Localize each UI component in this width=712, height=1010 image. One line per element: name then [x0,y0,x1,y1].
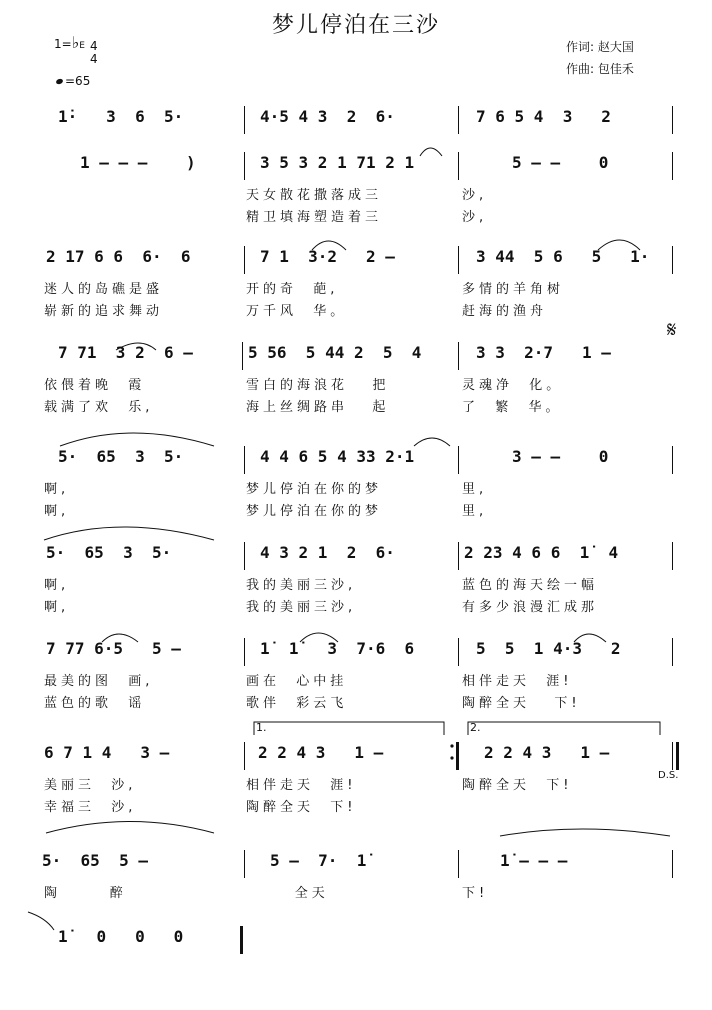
notation-measure-group: 4·5 4 3 2 6· [260,107,395,126]
lyric-line: 陶醉全天 下! [462,778,573,793]
tempo-value: =65 [65,74,91,88]
barline [458,246,459,274]
double-barline [676,742,679,770]
lyric-line: 开的奇 葩, [246,282,339,297]
barline [672,542,673,570]
score-system [0,340,712,426]
barline [672,446,673,474]
barline [458,638,459,666]
lyric-line: 多情的羊角树 [462,282,565,297]
lyric-line: 有多少浪漫汇成那 [462,600,599,615]
lyric-line: 我的美丽三沙, [246,600,357,615]
barline [672,850,673,878]
lyric-line: 依偎着晚 霞 [44,378,146,393]
segno-icon: 𝄋 [667,318,677,343]
lyric-line: 里, [462,482,488,497]
composer-credit: 作曲: 包佳禾 [566,62,634,76]
notation-measure-group: 6 7 1 4 3 – [44,743,170,762]
notation-measure-group: 5 5 1 4·3 2 [476,639,621,658]
volta-1-bracket [254,722,444,735]
barline [244,638,245,666]
notation-measure-group: 3 3 2·7 1 – [476,343,611,362]
dal-segno-label: D.S. [658,770,679,781]
notation-measure-group: 3 5 3 2 1 71 2 1 [260,153,415,172]
barline [672,152,673,180]
notation-measure-group: 1̇· 3 6 5· [58,107,184,126]
lyric-line: 精卫填海塑造着三 [246,210,383,225]
lyric-line: 迷人的岛礁是盛 [44,282,164,297]
flat-sign: ♭ [71,33,80,52]
lyric-line: 我的美丽三沙, [246,578,357,593]
notation-measure-group: 1̇ 0 0 0 [58,927,184,946]
quarter-note-icon [55,78,63,85]
volta-2-label: 2. [470,721,481,734]
barline [672,742,673,770]
score-system [0,924,712,1010]
barline [458,152,459,180]
notation-measure-group: 1̇ – – – [500,851,568,870]
barline [244,152,245,180]
barline [672,638,673,666]
volta-2-bracket [468,722,660,735]
lyric-line: 啊, [44,600,70,615]
score-system [0,150,712,236]
lyric-line: 崭新的追求舞动 [44,304,164,319]
notation-measure-group: 1̇ 1̇ 3 7·6 6 [260,639,415,658]
lyric-line: 幸福三 沙, [44,800,137,815]
barline [244,542,245,570]
lyric-line: 梦儿停泊在你的梦 [246,504,383,519]
notation-measure-group: 4 3 2 1 2 6· [260,543,395,562]
score-system [0,540,712,626]
volta-1-label: 1. [256,721,267,734]
lyric-line: 灵魂净 化。 [462,378,564,393]
lyric-line: 雪白的海浪花 把 [246,378,390,393]
score-system [0,740,712,826]
lyric-line: 最美的图 画, [44,674,154,689]
notation-measure-group: 4 4 6 5 4 33 2·1 [260,447,415,466]
barline [244,742,245,770]
notation-measure-group: 7 6 5 4 3 2 [476,107,611,126]
lyric-line: 载满了欢 乐, [44,400,154,415]
lyric-line: 美丽三 沙, [44,778,137,793]
lyricist-credit: 作词: 赵大国 [566,40,634,54]
notation-measure-group: 1 – – – ) [80,153,196,172]
lyric-line: 梦儿停泊在你的梦 [246,482,383,497]
barline [458,850,459,878]
barline [458,542,459,570]
lyric-line: 沙, [462,188,488,203]
time-signature-top: 4 [90,39,98,53]
lyric-line: 蓝色的歌 谣 [44,696,146,711]
barline [242,342,243,370]
double-barline [456,742,459,770]
lyric-line: 陶 醉 [44,886,127,901]
lyric-line: 相伴走天 涯! [246,778,357,793]
notation-measure-group: 5 – 7· 1̇ [270,851,367,870]
score-system [0,636,712,722]
tempo-marking [56,74,90,88]
lyric-line: 沙, [462,210,488,225]
key-signature [54,33,98,66]
notation-measure-group: 3 – – 0 [512,447,609,466]
lyric-line: 海上丝绸路串 起 [246,400,390,415]
notation-measure-group: 2 17 6 6 6· 6 [46,247,191,266]
time-signature [90,40,98,66]
barline [244,246,245,274]
lyric-line: 啊, [44,504,70,519]
double-barline [240,926,243,954]
lyric-line: 啊, [44,482,70,497]
notation-measure-group: 2 2 4 3 1 – [258,743,384,762]
barline [672,106,673,134]
lyric-line: 画在 心中挂 [246,674,348,689]
score-system [0,444,712,530]
notation-measure-group: 3 44 5 6 5 1· [476,247,650,266]
lyric-line: 了 繁 华。 [462,400,563,415]
barline [458,342,459,370]
key-letter: E [79,41,85,51]
barline [672,246,673,274]
slur-12 [500,829,670,836]
lyric-line: 歌伴 彩云飞 [246,696,348,711]
lyric-line: 陶醉全天 下! [462,696,581,711]
lyric-line: 赶海的渔舟 [462,304,548,319]
lyric-line: 陶醉全天 下! [246,800,357,815]
lyric-line: 啊, [44,578,70,593]
lyric-line: 里, [462,504,488,519]
notation-measure-group: 7 71 3 2 6 – [58,343,193,362]
barline [244,850,245,878]
notation-measure-group: 5· 65 3 5· [46,543,172,562]
notation-measure-group: 7 1 3·2 2 – [260,247,395,266]
notation-measure-group: 5 – – 0 [512,153,609,172]
lyric-line: 蓝色的海天绘一幅 [462,578,599,593]
barline [244,106,245,134]
lyric-line: 全天 [246,886,329,901]
barline [458,106,459,134]
notation-measure-group: 2 2 4 3 1 – [484,743,610,762]
notation-measure-group: 7 77 6·5 5 – [46,639,181,658]
notation-measure-group: 2 23 4 6 6 1̇ 4 [464,543,619,562]
lyric-line: 下! [462,886,489,901]
barline [244,446,245,474]
notation-measure-group: 5· 65 3 5· [58,447,184,466]
score-system [0,848,712,934]
song-title: 梦儿停泊在三沙 [271,13,440,38]
lyric-line: 万千风 华。 [246,304,348,319]
time-signature-bottom: 4 [90,52,98,66]
score-system [0,244,712,330]
lyric-line: 天女散花撒落成三 [246,188,383,203]
notation-measure-group: 5 56 5 44 2 5 4 [248,343,422,362]
key-label: 1= [54,37,72,51]
lyric-line: 相伴走天 涯! [462,674,573,689]
barline [458,446,459,474]
notation-measure-group: 5· 65 5 – [42,851,148,870]
